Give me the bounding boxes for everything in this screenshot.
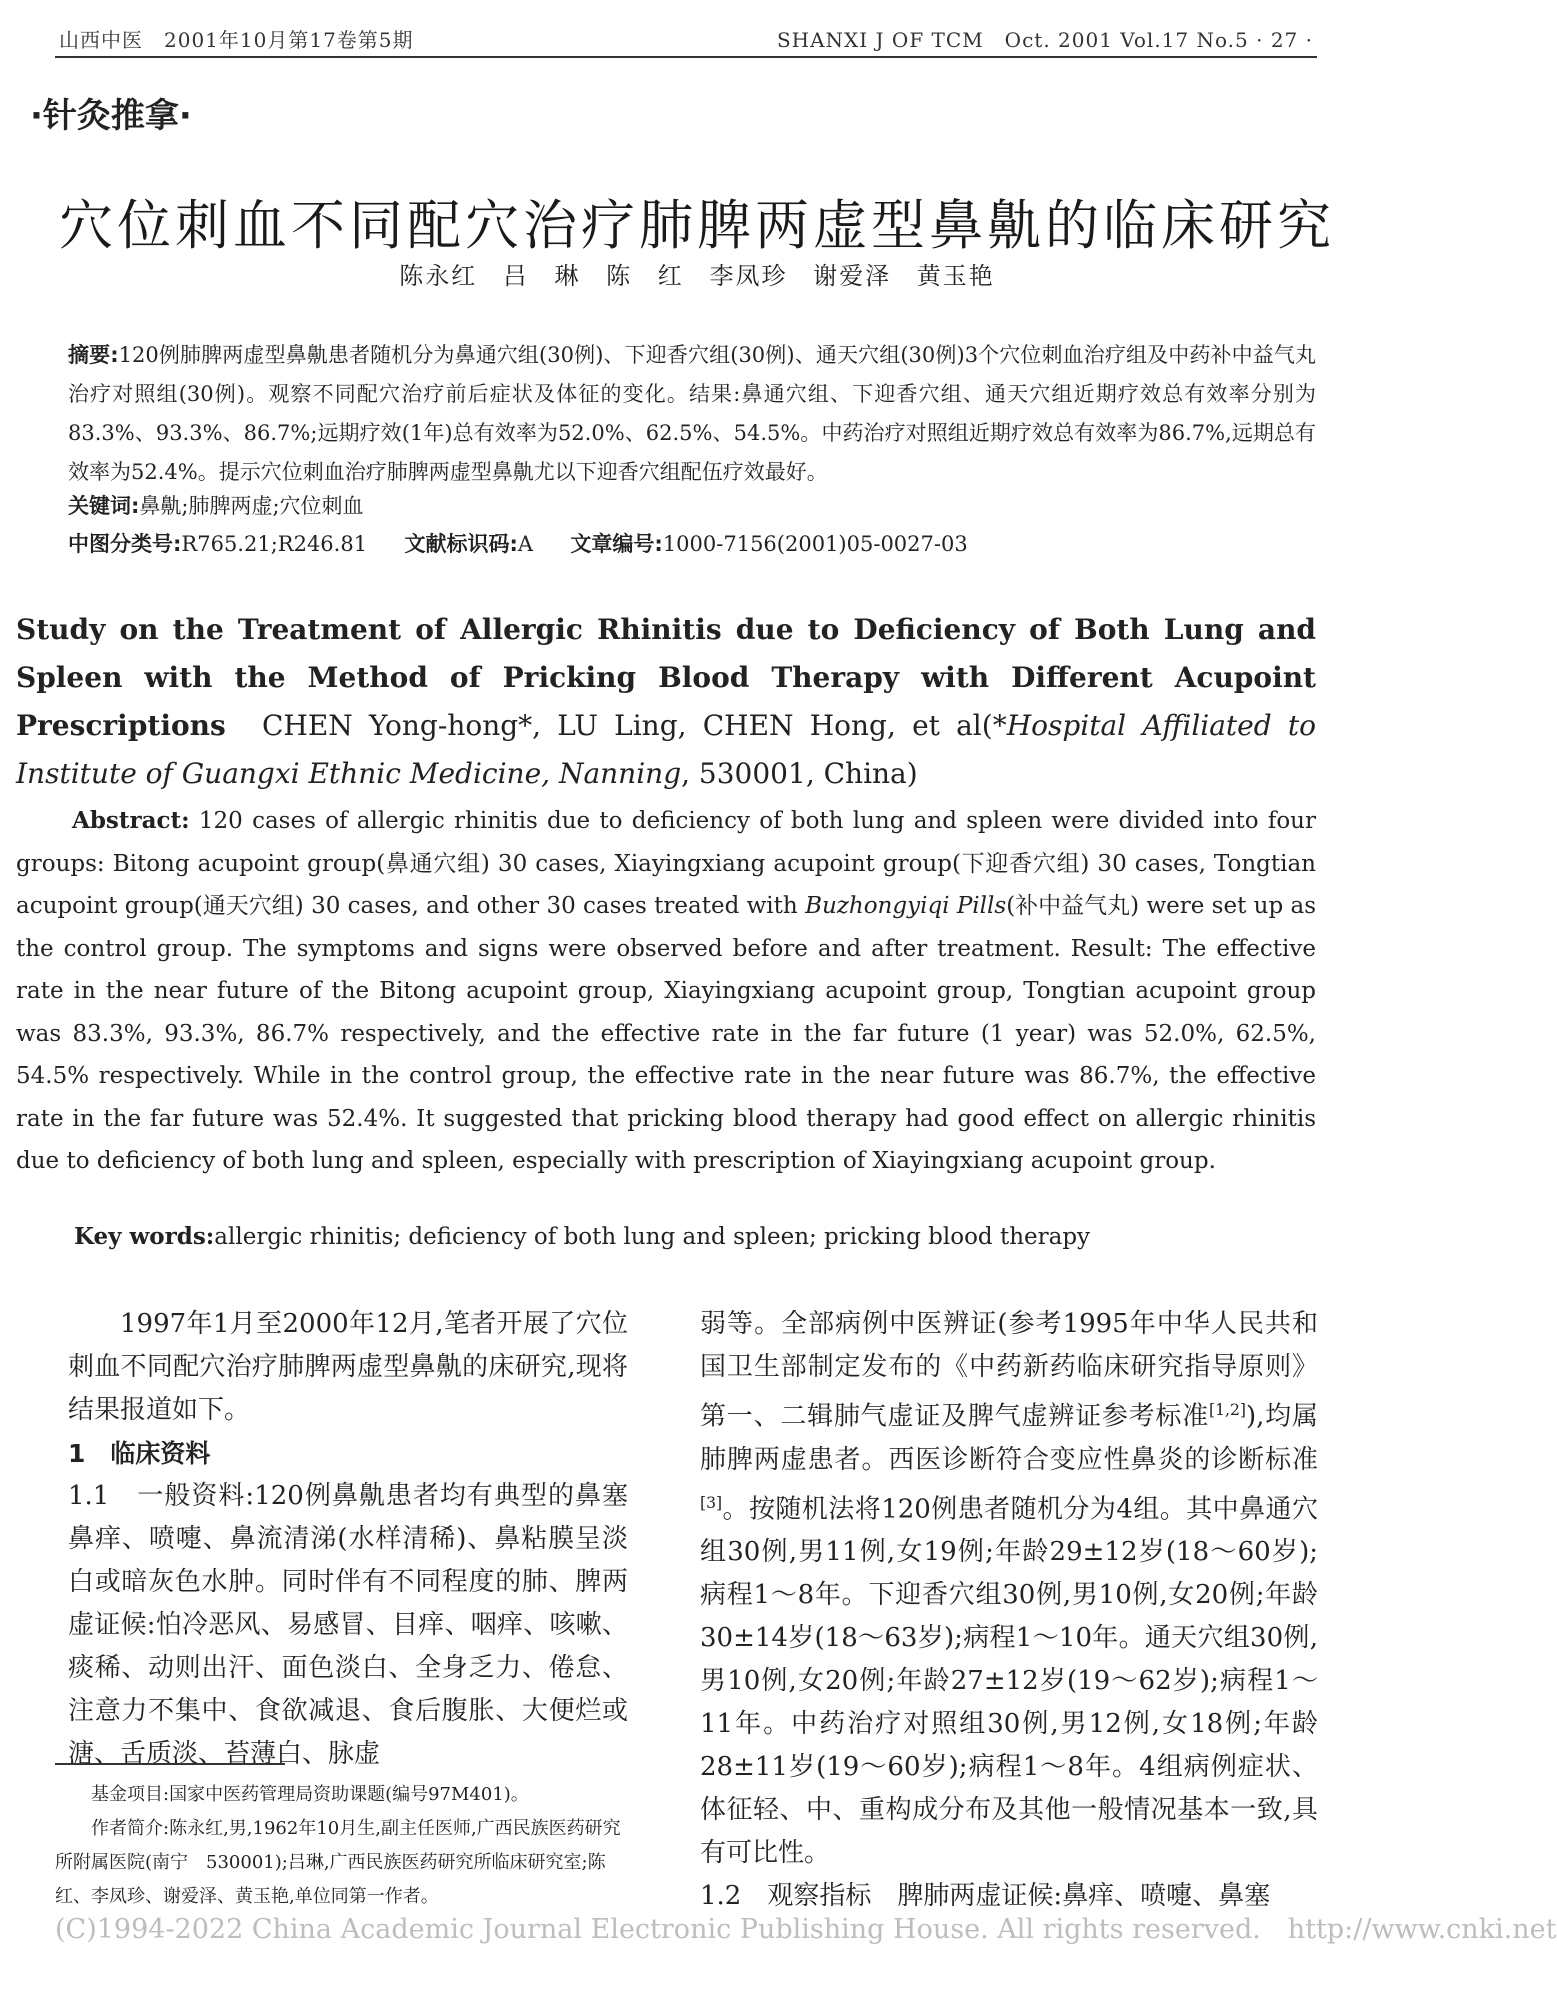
copyright-watermark: (C)1994-2022 China Academic Journal Electronic Publishing House. All rights reserved. http://www.cnki.net	[55, 1914, 1557, 1945]
paragraph-1-1-cont-a: 弱等。全部病例中医辨证(参考1995年中华人民共和国卫生部制定发布的《中药新药临床研究指导原则》第一、二辑肺气虚证及脾气虚辨证参考标准	[700, 1309, 1318, 1432]
english-title: Study on the Treatment of Allergic Rhinitis due to Deficiency of Both Lung and Spleen with the Method of Pricking Blood Therapy with Different Acupoint Prescriptions	[16, 613, 1316, 742]
doc-code-label: 文献标识码:	[404, 532, 518, 556]
english-abstract-text-2: (补中益气丸) were set up as the control group. The symptoms and signs were observed before and after treatment. Result: The effective rate in the near future of the Bitong acupoint group, Xiayingxiang acupoint group, Tongtian acupoint group was 83.3%, 93.3%, 86.7% respectively, and the effective rate in the far future (1 year) was 52.0%, 62.5%, 54.5% respectively. While in the control group, the effective rate in the near future was 86.7%, the effective rate in the far future was 52.4%. It suggested that pricking blood therapy had good effect on allergic rhinitis due to deficiency of both lung and spleen, especially with prescription of Xiayingxiang acupoint group.	[16, 893, 1317, 1174]
doc-code-value: A	[517, 532, 534, 556]
body-left-column	[68, 1303, 628, 1776]
clc-value: R765.21;R246.81	[181, 532, 368, 556]
column-label: ·针灸推拿·	[30, 96, 192, 136]
footnote-fund: 基金项目:国家中医药管理局资助课题(编号97M401)。	[91, 1784, 529, 1805]
paragraph-1-1-continued	[700, 1303, 1318, 1875]
body-right-column	[700, 1303, 1318, 1918]
paragraph-1-1-cont-c: 。按随机法将120例患者随机分为4组。其中鼻通穴组30例,男11例,女19例;年龄29±12岁(18～60岁);病程1～8年。下迎香穴组30例,男10例,女20例;年龄30±14岁(18～63岁);病程1～10年。通天穴组30例,男10例,女20例;年龄27±12岁(19～62岁);病程1～11年。中药治疗对照组30例,男12例,女18例;年龄28±11岁(19～60岁);病程1～8年。4组病例症状、体征轻、中、重构成分布及其他一般情况基本一致,具有可比性。	[700, 1494, 1318, 1869]
keywords-cn-text: 鼻鼽;肺脾两虚;穴位刺血	[139, 494, 364, 518]
paragraph-1-1-head: 1.1 一般资料:	[68, 1481, 255, 1511]
english-abstract	[16, 800, 1316, 1183]
header-journal-cn: 山西中医 2001年10月第17卷第5期	[59, 28, 414, 52]
paragraph-1-1	[68, 1475, 628, 1776]
running-header	[55, 22, 1317, 58]
english-abstract-drug: Buzhongyiqi Pills	[805, 893, 1007, 919]
footnote-author-bio: 作者简介:陈永红,男,1962年10月生,副主任医师,广西民族医药研究所附属医院(南宁 530001);吕琳,广西民族医药研究所临床研究室;陈红、李凤珍、谢爱泽、黄玉艳,单位同第一作者。	[55, 1818, 621, 1907]
footnote-rule	[55, 1763, 285, 1765]
english-keywords-text: allergic rhinitis; deficiency of both lung and spleen; pricking blood therapy	[214, 1224, 1091, 1250]
article-no-value: 1000-7156(2001)05-0027-03	[662, 532, 968, 556]
english-postcode: , 530001, China)	[681, 757, 918, 790]
article-no-label: 文章编号:	[570, 532, 663, 556]
paragraph-1-1-cont-b: ),均属肺脾两虚患者。西医诊断符合变应性鼻炎的诊断标准	[700, 1401, 1318, 1475]
footnotes	[55, 1778, 635, 1914]
english-title-block	[16, 606, 1316, 798]
citation-1-2: [1,2]	[1209, 1401, 1246, 1419]
english-keywords-label: Key words:	[74, 1223, 215, 1250]
english-affiliation: *Hospital Affiliated to Institute of Guangxi Ethnic Medicine, Nanning	[16, 709, 1316, 790]
citation-3: [3]	[700, 1493, 723, 1512]
english-keywords	[74, 1223, 1090, 1250]
classification-line	[68, 528, 968, 558]
paragraph-1-2: 1.2 观察指标 脾肺两虚证候:鼻痒、喷嚏、鼻塞	[700, 1881, 1271, 1912]
abstract-cn	[68, 336, 1316, 492]
english-authors: CHEN Yong-hong*, LU Ling, CHEN Hong, et al(	[262, 709, 993, 742]
authors-cn: 陈永红 吕 琳 陈 红 李凤珍 谢爱泽 黄玉艳	[399, 262, 995, 290]
keywords-cn-label: 关键词:	[68, 494, 140, 518]
clc-label: 中图分类号:	[68, 532, 182, 556]
english-abstract-label: Abstract:	[72, 807, 190, 834]
keywords-cn	[68, 490, 364, 520]
intro-paragraph: 1997年1月至2000年12月,笔者开展了穴位刺血不同配穴治疗肺脾两虚型鼻鼽的床研究,现将结果报道如下。	[68, 1309, 628, 1425]
article-title-cn: 穴位刺血不同配穴治疗肺脾两虚型鼻鼽的临床研究	[59, 194, 1335, 257]
abstract-cn-label: 摘要:	[68, 343, 119, 367]
abstract-cn-text: 120例肺脾两虚型鼻鼽患者随机分为鼻通穴组(30例)、下迎香穴组(30例)、通天穴组(30例)3个穴位刺血治疗组及中药补中益气丸治疗对照组(30例)。观察不同配穴治疗前后症状及体征的变化。结果:鼻通穴组、下迎香穴组、通天穴组近期疗效总有效率分别为83.3%、93.3%、86.7%;远期疗效(1年)总有效率为52.0%、62.5%、54.5%。中药治疗对照组近期疗效总有效率为86.7%,远期总有效率为52.4%。提示穴位刺血治疗肺脾两虚型鼻鼽尤以下迎香穴组配伍疗效最好。	[68, 343, 1317, 484]
paragraph-1-1-text: 120例鼻鼽患者均有典型的鼻塞鼻痒、喷嚏、鼻流清涕(水样清稀)、鼻粘膜呈淡白或暗灰色水肿。同时伴有不同程度的肺、脾两虚证候:怕冷恶风、易感冒、目痒、咽痒、咳嗽、痰稀、动则出汗、面色淡白、全身乏力、倦怠、注意力不集中、食欲减退、食后腹胀、大便烂或溏、舌质淡、苔薄白、脉虚	[68, 1481, 628, 1769]
english-abstract-text: 120 cases of allergic rhinitis due to deficiency of both lung and spleen were divided into four groups: Bitong acupoint group(鼻通穴组) 30 cases, Xiayingxiang acupoint group(下迎香穴组) 30 cases, Tongtian acupoint group(通天穴组) 30 cases, and other 30 cases treated with	[16, 808, 1316, 919]
header-journal-en: SHANXI J OF TCM Oct. 2001 Vol.17 No.5 · 27 ·	[776, 28, 1313, 52]
section-heading-1: 1 临床资料	[68, 1439, 211, 1468]
